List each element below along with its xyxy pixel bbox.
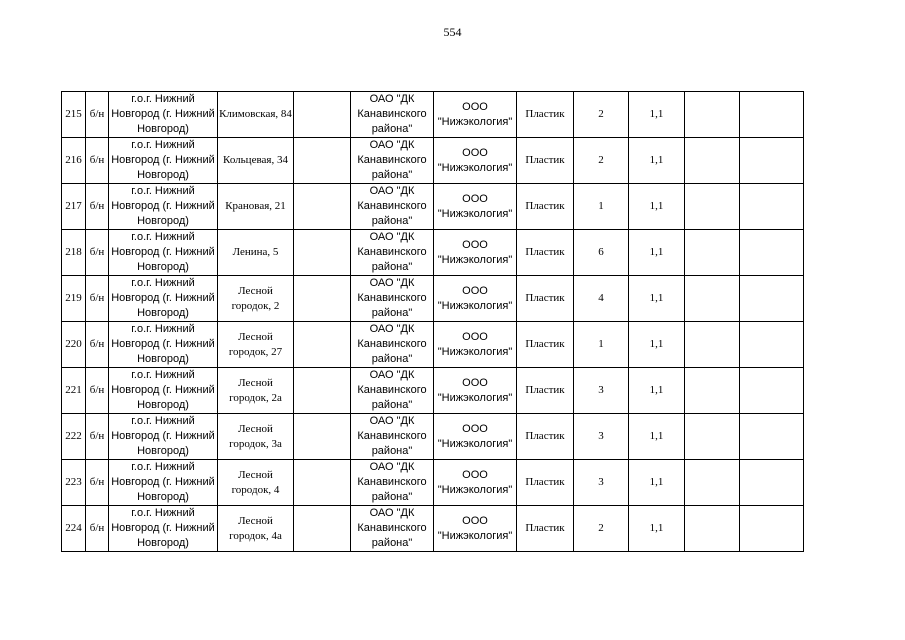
row-number-cell: 218 [62,230,86,276]
container-count-cell: 1 [574,184,629,230]
table-row [62,368,804,414]
material-cell: Пластик [517,414,574,460]
container-count-cell: 3 [574,460,629,506]
address-cell: Лесной городок, 4 [218,460,294,506]
material-cell: Пластик [517,184,574,230]
container-volume-cell: 1,1 [629,506,685,552]
municipality-cell: г.о.г. Нижний Новгород (г. Нижний Новгород) [109,460,218,506]
blank-cell-2 [685,138,740,184]
address-cell: Климовская, 84 [218,92,294,138]
row-code-cell: б/н [86,276,109,322]
operator-cell: ООО "Нижэкология" [434,92,517,138]
blank-cell-3 [740,322,804,368]
operator-cell: ООО "Нижэкология" [434,138,517,184]
operator-cell: ООО "Нижэкология" [434,460,517,506]
container-count-cell: 6 [574,230,629,276]
row-code-cell: б/н [86,184,109,230]
municipality-cell: г.о.г. Нижний Новгород (г. Нижний Новгород) [109,138,218,184]
operator-cell: ООО "Нижэкология" [434,276,517,322]
owner-cell: ОАО "ДК Канавинского района" [351,92,434,138]
blank-cell-1 [294,322,351,368]
material-cell: Пластик [517,230,574,276]
material-cell: Пластик [517,368,574,414]
blank-cell-3 [740,368,804,414]
row-number-cell: 221 [62,368,86,414]
container-volume-cell: 1,1 [629,230,685,276]
container-count-cell: 4 [574,276,629,322]
row-number-cell: 222 [62,414,86,460]
row-number-cell: 219 [62,276,86,322]
material-cell: Пластик [517,506,574,552]
operator-cell: ООО "Нижэкология" [434,184,517,230]
table-row [62,276,804,322]
blank-cell-1 [294,276,351,322]
owner-cell: ОАО "ДК Канавинского района" [351,460,434,506]
municipality-cell: г.о.г. Нижний Новгород (г. Нижний Новгород) [109,92,218,138]
operator-cell: ООО "Нижэкология" [434,230,517,276]
blank-cell-1 [294,230,351,276]
blank-cell-2 [685,506,740,552]
container-volume-cell: 1,1 [629,322,685,368]
row-number-cell: 215 [62,92,86,138]
municipality-cell: г.о.г. Нижний Новгород (г. Нижний Новгород) [109,368,218,414]
address-cell: Лесной городок, 2 [218,276,294,322]
blank-cell-3 [740,276,804,322]
owner-cell: ОАО "ДК Канавинского района" [351,368,434,414]
container-count-cell: 1 [574,322,629,368]
container-volume-cell: 1,1 [629,414,685,460]
container-volume-cell: 1,1 [629,460,685,506]
operator-cell: ООО "Нижэкология" [434,506,517,552]
blank-cell-3 [740,184,804,230]
municipality-cell: г.о.г. Нижний Новгород (г. Нижний Новгород) [109,322,218,368]
address-cell: Лесной городок, 4а [218,506,294,552]
row-code-cell: б/н [86,230,109,276]
municipality-cell: г.о.г. Нижний Новгород (г. Нижний Новгород) [109,184,218,230]
owner-cell: ОАО "ДК Канавинского района" [351,506,434,552]
blank-cell-2 [685,92,740,138]
table-row [62,184,804,230]
row-number-cell: 220 [62,322,86,368]
blank-cell-2 [685,230,740,276]
blank-cell-3 [740,92,804,138]
blank-cell-2 [685,368,740,414]
operator-cell: ООО "Нижэкология" [434,322,517,368]
blank-cell-3 [740,138,804,184]
owner-cell: ОАО "ДК Канавинского района" [351,230,434,276]
container-sites-table [61,91,804,552]
container-count-cell: 2 [574,138,629,184]
operator-cell: ООО "Нижэкология" [434,414,517,460]
row-number-cell: 224 [62,506,86,552]
owner-cell: ОАО "ДК Канавинского района" [351,138,434,184]
address-cell: Кольцевая, 34 [218,138,294,184]
material-cell: Пластик [517,322,574,368]
blank-cell-2 [685,322,740,368]
address-cell: Ленина, 5 [218,230,294,276]
operator-cell: ООО "Нижэкология" [434,368,517,414]
table-row [62,92,804,138]
row-code-cell: б/н [86,92,109,138]
row-code-cell: б/н [86,506,109,552]
blank-cell-1 [294,368,351,414]
blank-cell-3 [740,460,804,506]
municipality-cell: г.о.г. Нижний Новгород (г. Нижний Новгород) [109,276,218,322]
table-row [62,460,804,506]
address-cell: Крановая, 21 [218,184,294,230]
blank-cell-3 [740,230,804,276]
table-row [62,506,804,552]
blank-cell-1 [294,506,351,552]
row-code-cell: б/н [86,460,109,506]
container-count-cell: 2 [574,506,629,552]
material-cell: Пластик [517,460,574,506]
row-number-cell: 217 [62,184,86,230]
owner-cell: ОАО "ДК Канавинского района" [351,184,434,230]
container-volume-cell: 1,1 [629,184,685,230]
blank-cell-2 [685,276,740,322]
table-body [62,92,804,552]
row-code-cell: б/н [86,414,109,460]
table-row [62,230,804,276]
row-code-cell: б/н [86,138,109,184]
material-cell: Пластик [517,138,574,184]
blank-cell-1 [294,92,351,138]
container-count-cell: 3 [574,414,629,460]
material-cell: Пластик [517,276,574,322]
blank-cell-3 [740,506,804,552]
municipality-cell: г.о.г. Нижний Новгород (г. Нижний Новгород) [109,230,218,276]
table-row [62,322,804,368]
blank-cell-1 [294,414,351,460]
material-cell: Пластик [517,92,574,138]
table-row [62,414,804,460]
owner-cell: ОАО "ДК Канавинского района" [351,276,434,322]
municipality-cell: г.о.г. Нижний Новгород (г. Нижний Новгород) [109,506,218,552]
municipality-cell: г.о.г. Нижний Новгород (г. Нижний Новгород) [109,414,218,460]
row-number-cell: 223 [62,460,86,506]
blank-cell-1 [294,184,351,230]
container-count-cell: 3 [574,368,629,414]
container-volume-cell: 1,1 [629,368,685,414]
row-code-cell: б/н [86,322,109,368]
blank-cell-2 [685,414,740,460]
blank-cell-2 [685,184,740,230]
blank-cell-1 [294,460,351,506]
owner-cell: ОАО "ДК Канавинского района" [351,414,434,460]
table-row [62,138,804,184]
blank-cell-2 [685,460,740,506]
address-cell: Лесной городок, 27 [218,322,294,368]
container-count-cell: 2 [574,92,629,138]
blank-cell-1 [294,138,351,184]
row-code-cell: б/н [86,368,109,414]
container-volume-cell: 1,1 [629,138,685,184]
blank-cell-3 [740,414,804,460]
container-volume-cell: 1,1 [629,92,685,138]
owner-cell: ОАО "ДК Канавинского района" [351,322,434,368]
container-volume-cell: 1,1 [629,276,685,322]
address-cell: Лесной городок, 2а [218,368,294,414]
page-number: 554 [443,25,462,39]
address-cell: Лесной городок, 3а [218,414,294,460]
row-number-cell: 216 [62,138,86,184]
